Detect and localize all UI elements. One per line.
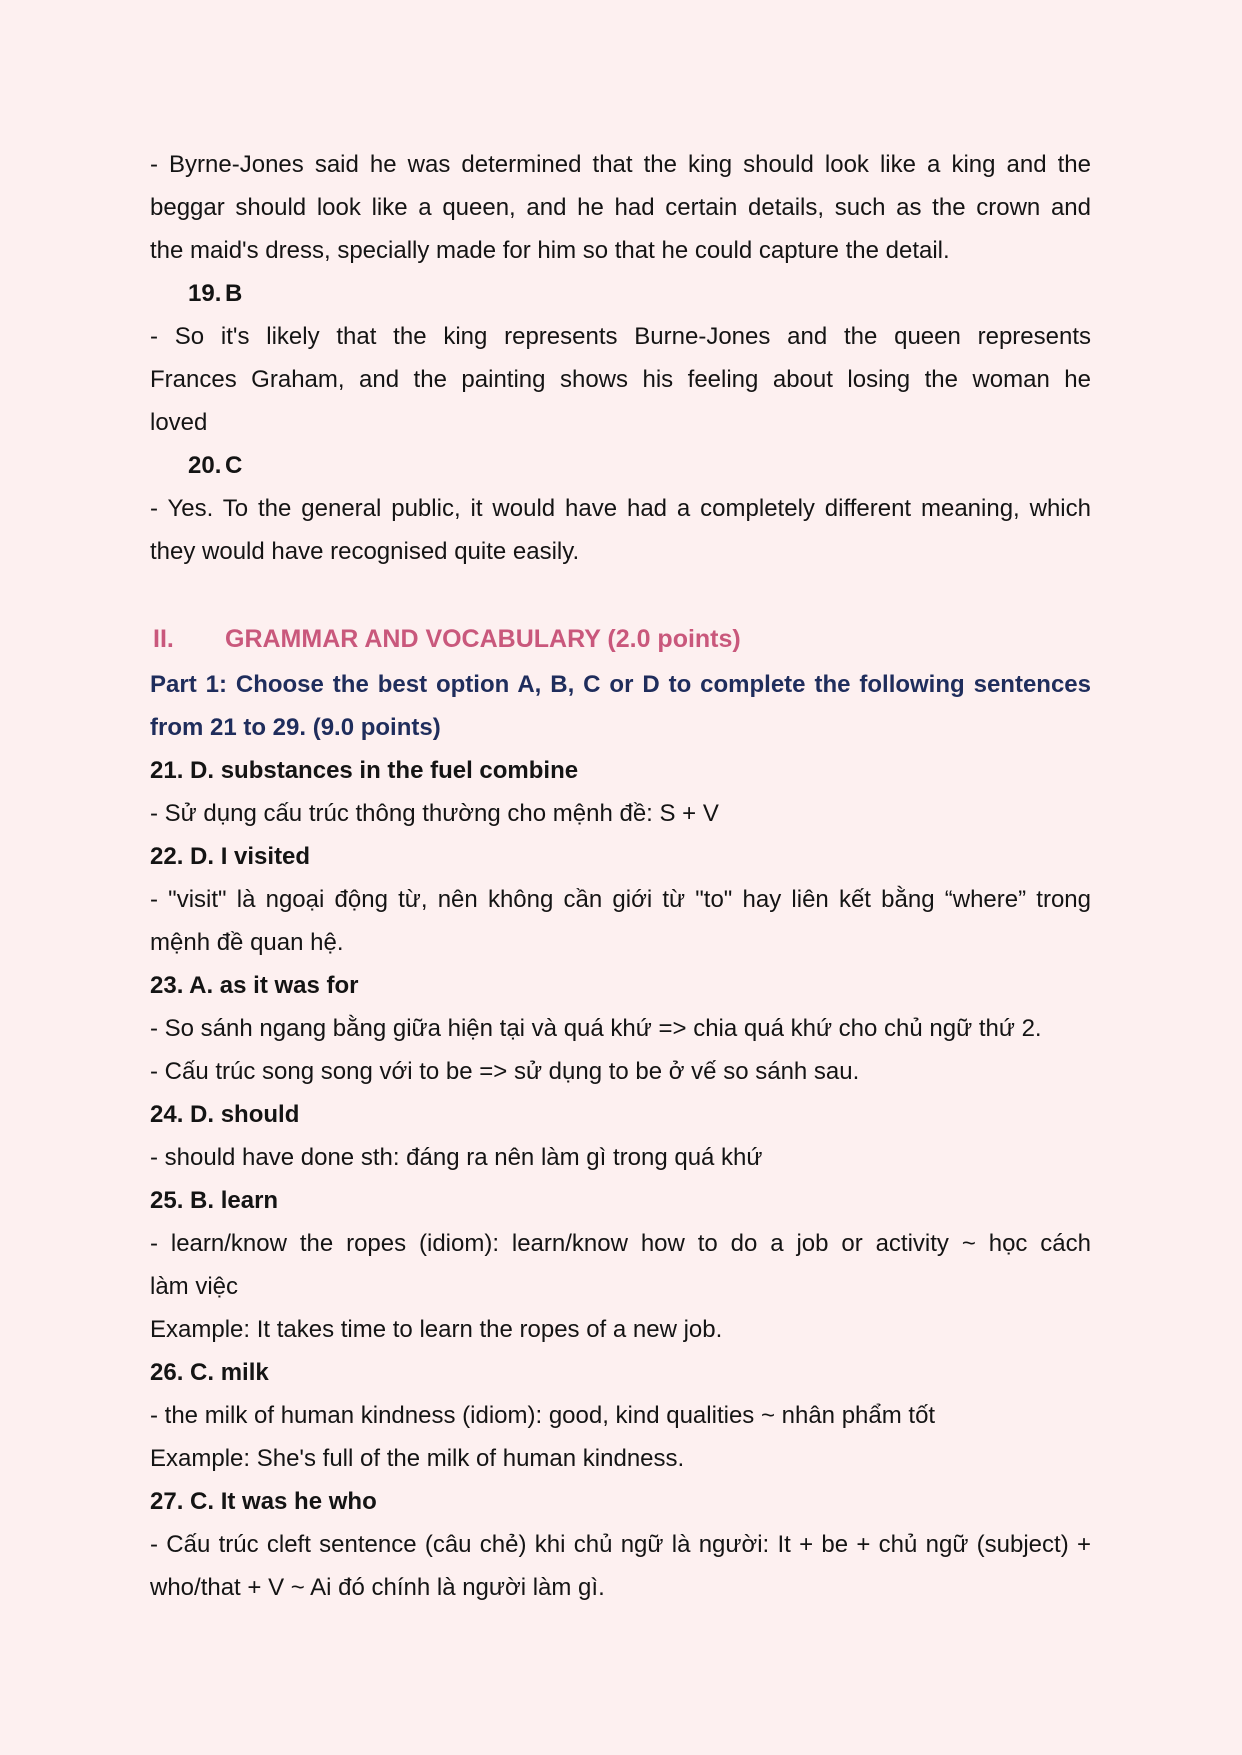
answer-item-26 (150, 1351, 1091, 1480)
item-note-line: - Cấu trúc song song với to be => sử dụng to be ở vế so sánh sau. (150, 1058, 860, 1085)
item-answer: 23. A. as it was for (150, 972, 359, 999)
answer-item-22 (150, 835, 1091, 964)
page-content (150, 143, 1091, 1609)
item-answer: 27. C. It was he who (150, 1488, 377, 1515)
explanation-line: loved (150, 409, 208, 436)
blank-line (150, 573, 1091, 616)
item-note-line: - Sử dụng cấu trúc thông thường cho mệnh đề: S + V (150, 800, 719, 827)
item-note-line: - "visit" là ngoại động từ, nên không cần giới từ "to" hay liên kết bằng “where” trong (150, 886, 1091, 913)
item-example-line: Example: It takes time to learn the ropes of a new job. (150, 1316, 723, 1343)
question-19 (150, 272, 1091, 444)
part-instruction (150, 663, 1091, 749)
explanation-line: - Yes. To the general public, it would have had a completely different meaning, which (150, 495, 1091, 522)
item-answer: 24. D. should (150, 1101, 300, 1128)
item-note-line: mệnh đề quan hệ. (150, 929, 344, 956)
item-answer: 25. B. learn (150, 1187, 279, 1214)
answer-item-23 (150, 964, 1091, 1093)
explanation-line: Frances Graham, and the painting shows his feeling about losing the woman he (150, 366, 1091, 393)
answer-continuation (150, 143, 1091, 272)
answer-item-21 (150, 749, 1091, 835)
section-numeral: II. (153, 625, 174, 653)
explanation-line: they would have recognised quite easily. (150, 538, 580, 565)
item-note-line: - Cấu trúc cleft sentence (câu chẻ) khi chủ ngữ là người: It + be + chủ ngữ (subject) + (150, 1531, 1091, 1558)
item-answer: 26. C. milk (150, 1359, 269, 1386)
explanation-line: - So it's likely that the king represents Burne-Jones and the queen represents (150, 323, 1091, 350)
item-note-line: - should have done sth: đáng ra nên làm gì trong quá khứ (150, 1144, 763, 1171)
paragraph-line: beggar should look like a queen, and he had certain details, such as the crown and (150, 194, 1091, 221)
item-note-line: - the milk of human kindness (idiom): good, kind qualities ~ nhân phẩm tốt (150, 1402, 936, 1429)
section-heading (150, 616, 1091, 663)
item-answer: 21. D. substances in the fuel combine (150, 757, 579, 784)
section-title: GRAMMAR AND VOCABULARY (2.0 points) (225, 625, 741, 653)
item-note-line: làm việc (150, 1273, 239, 1300)
question-answer-row (150, 272, 1091, 315)
item-note-line: - learn/know the ropes (idiom): learn/know how to do a job or activity ~ học cách (150, 1230, 1091, 1257)
question-number: 20. (188, 452, 222, 479)
part-instruction-line: from 21 to 29. (9.0 points) (150, 714, 441, 741)
answer-item-27 (150, 1480, 1091, 1609)
part-instruction-line: Part 1: Choose the best option A, B, C or D to complete the following sentences (150, 671, 1091, 698)
question-answer-row (150, 444, 1091, 487)
item-answer: 22. D. I visited (150, 843, 311, 870)
answer-item-24 (150, 1093, 1091, 1179)
question-answer: B (225, 280, 243, 307)
question-20 (150, 444, 1091, 573)
item-note-line: who/that + V ~ Ai đó chính là người làm gì. (150, 1574, 605, 1601)
answer-item-25 (150, 1179, 1091, 1351)
item-note-line: - So sánh ngang bằng giữa hiện tại và quá khứ => chia quá khứ cho chủ ngữ thứ 2. (150, 1015, 1042, 1042)
item-example-line: Example: She's full of the milk of human kindness. (150, 1445, 685, 1472)
question-answer: C (225, 452, 243, 479)
paragraph-line: the maid's dress, specially made for him so that he could capture the detail. (150, 237, 950, 264)
question-number: 19. (188, 280, 222, 307)
paragraph-line: - Byrne-Jones said he was determined that the king should look like a king and the (150, 151, 1091, 178)
